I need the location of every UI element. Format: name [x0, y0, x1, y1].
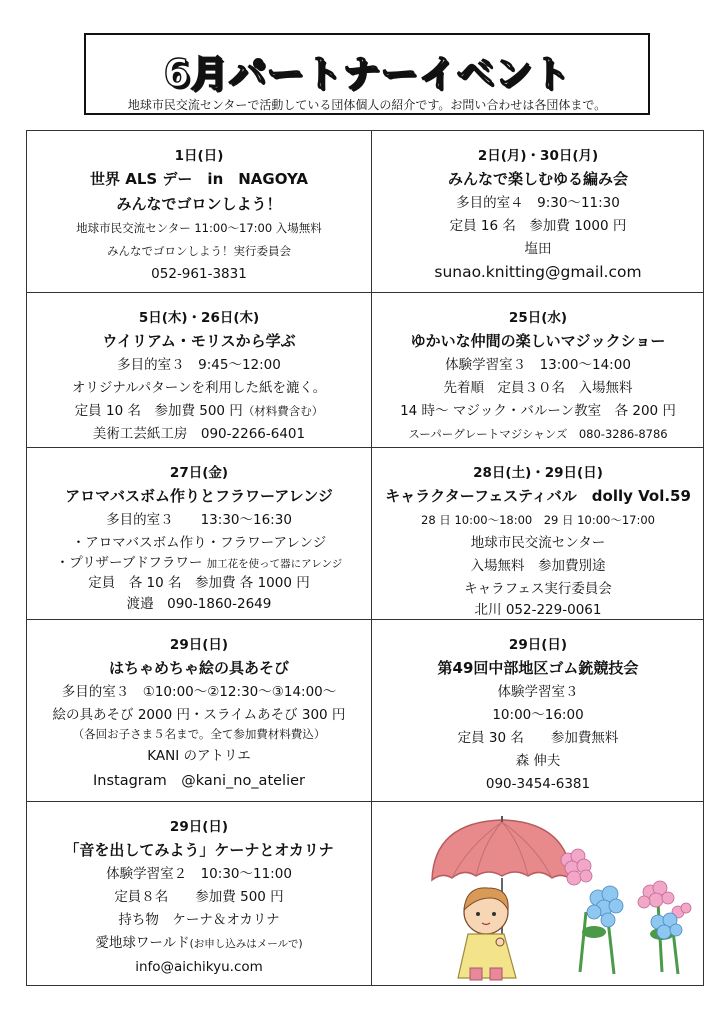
event-program-note: 加工花を使って器にアレンジ — [206, 558, 343, 570]
event-schedule: 28 日 10:00〜18:00 29 日 10:00〜17:00 — [421, 513, 655, 527]
event-time: 10:00〜16:00 — [492, 707, 584, 723]
event-title: 世界 ALS デー in NAGOYA — [90, 170, 308, 188]
event-program-2: ・プリザーブドフラワー 加工花を使って器にアレンジ — [55, 555, 343, 571]
event-venue-time: 体験学習室２ 10:30〜11:00 — [106, 866, 292, 882]
event-organizer: 愛地球ワールド(お申し込みはメールで) — [95, 935, 303, 951]
event-cell-4 — [372, 293, 704, 448]
event-apply-note: (お申し込みはメールで) — [189, 938, 303, 950]
event-date: 27日(金) — [169, 465, 229, 481]
event-phone: 052-961-3831 — [151, 266, 247, 282]
event-cell-1 — [27, 131, 372, 293]
event-organizer-phone: 美術工芸紙工房 090-2266-6401 — [92, 426, 306, 442]
event-title: キャラクターフェスティバル dolly Vol.59 — [385, 487, 691, 505]
event-venue-time: 多目的室３ ①10:00〜②12:30〜③14:00〜 — [61, 684, 337, 700]
event-contact: 北川 052-229-0061 — [474, 602, 602, 618]
event-fee-note: （材料費含む） — [242, 404, 324, 418]
event-organizer: 森 伸夫 — [515, 753, 561, 769]
event-title-line2: みんなでゴロンしよう！ — [116, 195, 282, 213]
event-capacity-fee: 定員 10 名 参加費 500 円（材料費含む） — [74, 403, 324, 419]
event-venue-time: 地球市民交流センター 11:00〜17:00 入場無料 — [76, 221, 322, 235]
event-date: 2日(月)・30日(月) — [477, 148, 599, 164]
event-date: 29日(日) — [169, 819, 229, 835]
event-organizer-phone: 渡邉 090-1860-2649 — [126, 596, 272, 612]
event-date: 29日(日) — [169, 637, 229, 653]
header-box — [84, 33, 650, 115]
event-capacity-fee: 定員 16 名 参加費 1000 円 — [449, 218, 627, 234]
hydrangea-icon — [561, 849, 691, 974]
event-venue-time: 多目的室３ 13:30〜16:30 — [106, 512, 292, 528]
event-venue-time: 多目的室４ 9:30〜11:30 — [456, 195, 620, 211]
event-venue-time: 多目的室３ 9:45〜12:00 — [117, 357, 281, 373]
event-description: オリジナルパターンを利用した紙を漉く。 — [71, 380, 327, 396]
event-cell-3 — [27, 293, 372, 448]
event-title: ゆかいな仲間の楽しいマジックショー — [410, 332, 666, 350]
event-title: はちゃめちゃ絵の具あそび — [108, 659, 289, 677]
event-cell-6 — [372, 448, 704, 620]
event-cell-9 — [27, 802, 372, 985]
illustration-cell — [372, 802, 704, 985]
event-venue: 地球市民交流センター — [470, 535, 606, 551]
event-organizer: みんなでゴロンしよう！実行委員会 — [107, 244, 291, 258]
girl-icon — [458, 888, 516, 980]
event-capacity-fee: 定員 各 10 名 参加費 各 1000 円 — [88, 575, 310, 591]
event-title: 第49回中部地区ゴム銃競技会 — [437, 659, 639, 677]
event-venue-time: 体験学習室３ 13:00〜14:00 — [445, 357, 631, 373]
event-capacity-fee: 先着順 定員３０名 入場無料 — [443, 380, 633, 396]
event-cell-8 — [372, 620, 704, 802]
event-organizer: 塩田 — [524, 241, 552, 257]
event-grid — [26, 130, 704, 986]
event-organizer-phone: スーパーグレートマジシャンズ 080-3286-8786 — [408, 427, 668, 441]
event-fee: 絵の具あそび 2000 円・スライムあそび 300 円 — [52, 707, 346, 723]
event-belongings: 持ち物 ケーナ＆オカリナ — [118, 912, 280, 928]
girl-with-umbrella-and-hydrangea-illustration — [372, 802, 704, 982]
event-organizer: KANI のアトリエ — [147, 748, 251, 764]
event-email: info@aichikyu.com — [135, 959, 263, 975]
event-workshop: 14 時〜 マジック・バルーン教室 各 200 円 — [400, 403, 676, 419]
page-title: 6月パートナーイベント — [163, 52, 571, 95]
event-cell-5 — [27, 448, 372, 620]
event-date: 28日(土)・29日(日) — [473, 465, 603, 481]
event-title: 「音を出してみよう」ケーナとオカリナ — [64, 841, 334, 859]
event-capacity-fee: 定員８名 参加費 500 円 — [114, 889, 284, 905]
event-date: 25日(水) — [508, 310, 568, 326]
event-cell-2 — [372, 131, 704, 293]
event-title: ウイリアム・モリスから学ぶ — [102, 332, 296, 350]
event-date: 1日(日) — [174, 148, 224, 164]
event-fee: 入場無料 参加費別途 — [470, 558, 606, 574]
event-instagram: Instagram @kani_no_atelier — [92, 773, 305, 789]
event-program-1: ・アロマバスボム作り・フラワーアレンジ — [71, 535, 327, 551]
event-cell-7 — [27, 620, 372, 802]
event-organizer: キャラフェス実行委員会 — [464, 581, 612, 597]
event-note: （各回お子さま５名まで。全て参加費材料費込） — [72, 727, 326, 741]
event-date: 5日(木)・26日(木) — [138, 310, 260, 326]
event-email: sunao.knitting@gmail.com — [434, 263, 642, 281]
event-date: 29日(日) — [508, 637, 568, 653]
event-title: アロマバスボム作りとフラワーアレンジ — [65, 487, 333, 505]
page-subtitle: 地球市民交流センターで活動している団体個人の紹介です。お問い合わせは各団体まで。 — [127, 98, 607, 112]
event-phone: 090-3454-6381 — [485, 776, 591, 792]
event-title: みんなで楽しむゆる編み会 — [447, 170, 628, 188]
event-venue: 体験学習室３ — [497, 684, 579, 700]
event-capacity-fee: 定員 30 名 参加費無料 — [457, 730, 619, 746]
